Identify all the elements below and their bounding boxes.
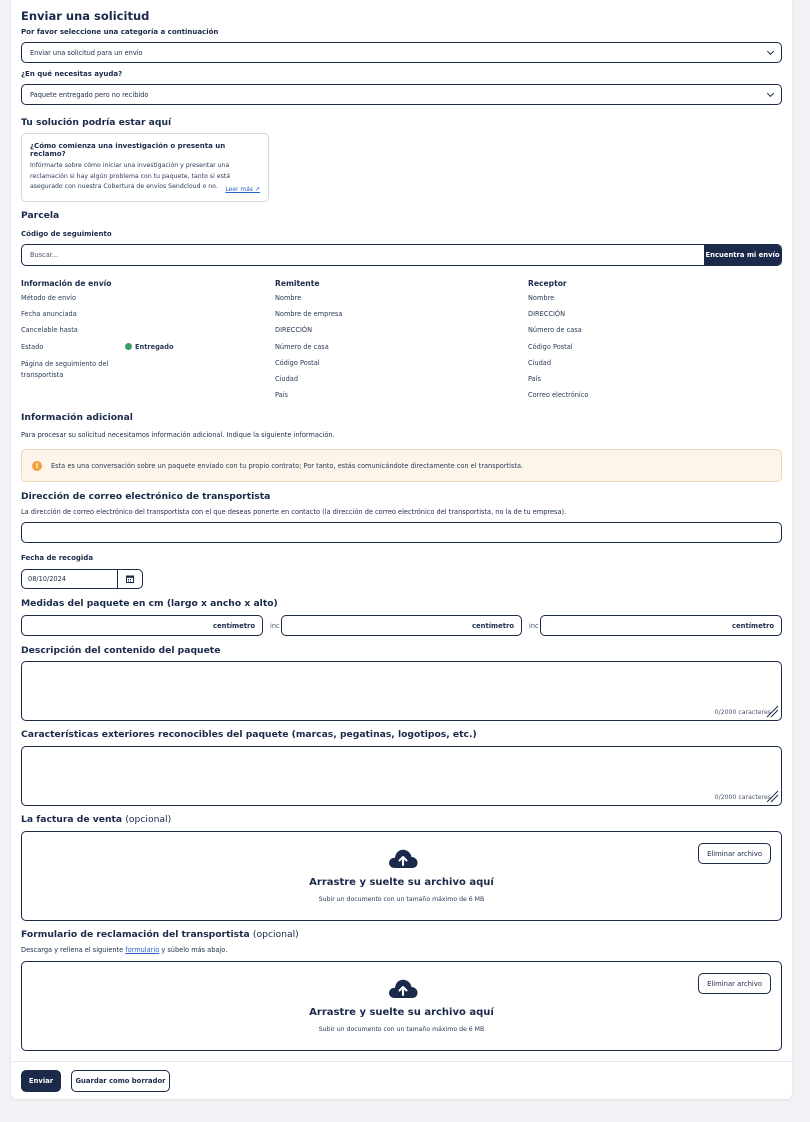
status-dot-icon bbox=[125, 343, 132, 350]
claim-dropzone[interactable] bbox=[21, 961, 782, 1051]
invoice-heading bbox=[21, 814, 171, 825]
info-alert bbox=[21, 449, 782, 482]
read-more-link[interactable] bbox=[225, 186, 260, 193]
solution-card[interactable] bbox=[21, 133, 269, 202]
category-select[interactable] bbox=[21, 42, 782, 63]
remove-file-button[interactable]: Eliminar archivo bbox=[698, 973, 771, 994]
sender-row: Nombre de empresa bbox=[275, 310, 343, 319]
external-link-icon: ↗ bbox=[253, 186, 260, 193]
tracking-search bbox=[21, 244, 782, 266]
submit-button[interactable]: Enviar bbox=[21, 1070, 61, 1092]
shipping-info-column bbox=[21, 279, 271, 385]
category-label: Por favor seleccione una categoría a continuación bbox=[21, 28, 219, 36]
sender-row: Número de casa bbox=[275, 342, 329, 351]
info-row bbox=[21, 359, 271, 385]
pickup-date-input[interactable]: 08/10/2024 bbox=[22, 570, 118, 588]
chevron-down-icon bbox=[767, 47, 774, 54]
receiver-row: Correo electrónico bbox=[528, 391, 589, 400]
dropzone-subtitle: Subir un documento con un tamaño máximo de 6 MB bbox=[318, 896, 485, 903]
sender-heading: Remitente bbox=[275, 279, 320, 288]
help-label: ¿En qué necesitas ayuda? bbox=[21, 70, 123, 78]
solution-card-text: Infórmarte sobre cómo iniciar una investigación y presentar una reclamación si hay algún problema con tu paquete, tanto si está asegurado con nuestra Cobertura de envíos Sendcloud o no. bbox=[30, 162, 231, 190]
remove-file-button[interactable]: Eliminar archivo bbox=[698, 843, 771, 864]
additional-text: Para procesar su solicitud necesitamos información adicional. Indique la siguiente información. bbox=[21, 431, 335, 439]
sender-row: Código Postal bbox=[275, 358, 320, 367]
dropzone-subtitle: Subir un documento con un tamaño máximo de 6 MB bbox=[318, 1026, 485, 1033]
character-counter: 0/2000 caracteres bbox=[714, 709, 771, 716]
invoice-dropzone[interactable] bbox=[21, 831, 782, 921]
solution-heading: Tu solución podría estar aquí bbox=[21, 117, 172, 128]
pickup-date-label: Fecha de recogida bbox=[21, 554, 94, 562]
claim-text bbox=[21, 946, 227, 954]
claim-heading bbox=[21, 929, 299, 940]
parcel-heading: Parcela bbox=[21, 210, 60, 221]
info-key: Fecha anunciada bbox=[21, 310, 77, 319]
page-title: Enviar una solicitud bbox=[21, 9, 150, 23]
sender-row: Ciudad bbox=[275, 374, 299, 383]
find-shipment-button[interactable]: Encuentra mi envío bbox=[704, 245, 781, 265]
info-key: Página de seguimiento del transportista bbox=[21, 359, 109, 379]
carrier-email-text: La dirección de correo electrónico del transportista con el que deseas ponerte en contacto (la dirección de correo electrónico del transportista, no la de tu empresa). bbox=[21, 508, 567, 516]
help-select[interactable] bbox=[21, 84, 782, 105]
unit-label: centímetro bbox=[471, 621, 514, 630]
unit-label: centímetro bbox=[731, 621, 774, 630]
help-select-value: Paquete entregado pero no recibido bbox=[30, 90, 149, 99]
receiver-heading: Receptor bbox=[528, 279, 567, 288]
character-counter: 0/2000 caracteres bbox=[714, 794, 771, 801]
save-draft-button[interactable]: Guardar como borrador bbox=[71, 1070, 170, 1092]
description-textarea[interactable] bbox=[21, 661, 782, 721]
receiver-row: País bbox=[528, 374, 541, 383]
dropzone-title: Arrastre y suelte su archivo aquí bbox=[309, 877, 494, 888]
optional-label: (opcional) bbox=[125, 814, 172, 825]
info-row bbox=[21, 326, 271, 342]
resize-handle-icon[interactable] bbox=[765, 789, 779, 803]
pickup-date-field bbox=[21, 569, 143, 589]
measures-heading: Medidas del paquete en cm (largo x ancho x alto) bbox=[21, 598, 278, 609]
cloud-upload-icon bbox=[387, 976, 419, 1000]
invoice-heading-text: La factura de venta bbox=[21, 814, 123, 825]
resize-handle-icon[interactable] bbox=[765, 704, 779, 718]
receiver-column bbox=[528, 279, 778, 407]
receiver-row: Número de casa bbox=[528, 326, 582, 335]
receiver-row: Ciudad bbox=[528, 358, 552, 367]
dimension-separator: inc bbox=[270, 622, 280, 630]
features-heading: Características exteriores reconocibles del paquete (marcas, pegatinas, logotipos, etc.) bbox=[21, 729, 477, 740]
chevron-down-icon bbox=[767, 89, 774, 96]
info-row bbox=[21, 343, 271, 359]
claim-text-before: Descarga y rellena el siguiente bbox=[21, 946, 124, 954]
carrier-email-heading: Dirección de correo electrónico de transportista bbox=[21, 491, 271, 502]
read-more-label: Leer más bbox=[225, 186, 254, 193]
calendar-icon[interactable] bbox=[118, 570, 142, 588]
info-key: Cancelable hasta bbox=[21, 326, 78, 335]
receiver-row: Código Postal bbox=[528, 342, 573, 351]
category-select-value: Enviar una solicitud para un envío bbox=[30, 48, 143, 57]
width-input[interactable] bbox=[281, 615, 522, 636]
additional-heading: Información adicional bbox=[21, 412, 133, 423]
shipping-info-heading: Información de envío bbox=[21, 279, 112, 288]
claim-form-link[interactable]: formulario bbox=[125, 946, 160, 954]
carrier-email-input[interactable] bbox=[21, 522, 782, 543]
status-badge bbox=[125, 343, 174, 359]
status-text: Entregado bbox=[135, 342, 174, 351]
tracking-label: Código de seguimiento bbox=[21, 230, 112, 238]
features-textarea[interactable] bbox=[21, 746, 782, 806]
description-heading: Descripción del contenido del paquete bbox=[21, 645, 221, 656]
tracking-search-input[interactable]: Buscar... bbox=[30, 251, 59, 259]
request-form-card bbox=[11, 0, 792, 1099]
warning-icon: ! bbox=[32, 461, 42, 471]
sender-row: País bbox=[275, 391, 288, 400]
info-key: Estado bbox=[21, 342, 44, 351]
length-input[interactable] bbox=[21, 615, 263, 636]
info-row bbox=[21, 310, 271, 326]
alert-text: Esta es una conversación sobre un paquete enviado con tu propio contrato; Por tanto, estás comunicándote directamente con el transportista. bbox=[51, 461, 524, 470]
claim-heading-text: Formulario de reclamación del transportista bbox=[21, 929, 250, 940]
optional-label: (opcional) bbox=[252, 929, 299, 940]
info-row bbox=[21, 294, 271, 310]
sender-row: DIRECCIÓN bbox=[275, 326, 313, 335]
receiver-row: Nombre bbox=[528, 294, 555, 302]
height-input[interactable] bbox=[540, 615, 782, 636]
solution-card-title: ¿Cómo comienza una investigación o presenta un reclamo? bbox=[30, 142, 226, 158]
cloud-upload-icon bbox=[387, 846, 419, 870]
sender-column bbox=[275, 279, 525, 407]
dropzone-title: Arrastre y suelte su archivo aquí bbox=[309, 1007, 494, 1018]
sender-row: Nombre bbox=[275, 294, 302, 302]
unit-label: centímetro bbox=[212, 621, 255, 630]
dimension-separator: inc bbox=[529, 622, 539, 630]
receiver-row: DIRECCIÓN bbox=[528, 310, 566, 319]
info-key: Método de envío bbox=[21, 294, 77, 302]
claim-text-after: y súbelo más abajo. bbox=[161, 946, 228, 954]
footer-divider bbox=[11, 1061, 792, 1062]
